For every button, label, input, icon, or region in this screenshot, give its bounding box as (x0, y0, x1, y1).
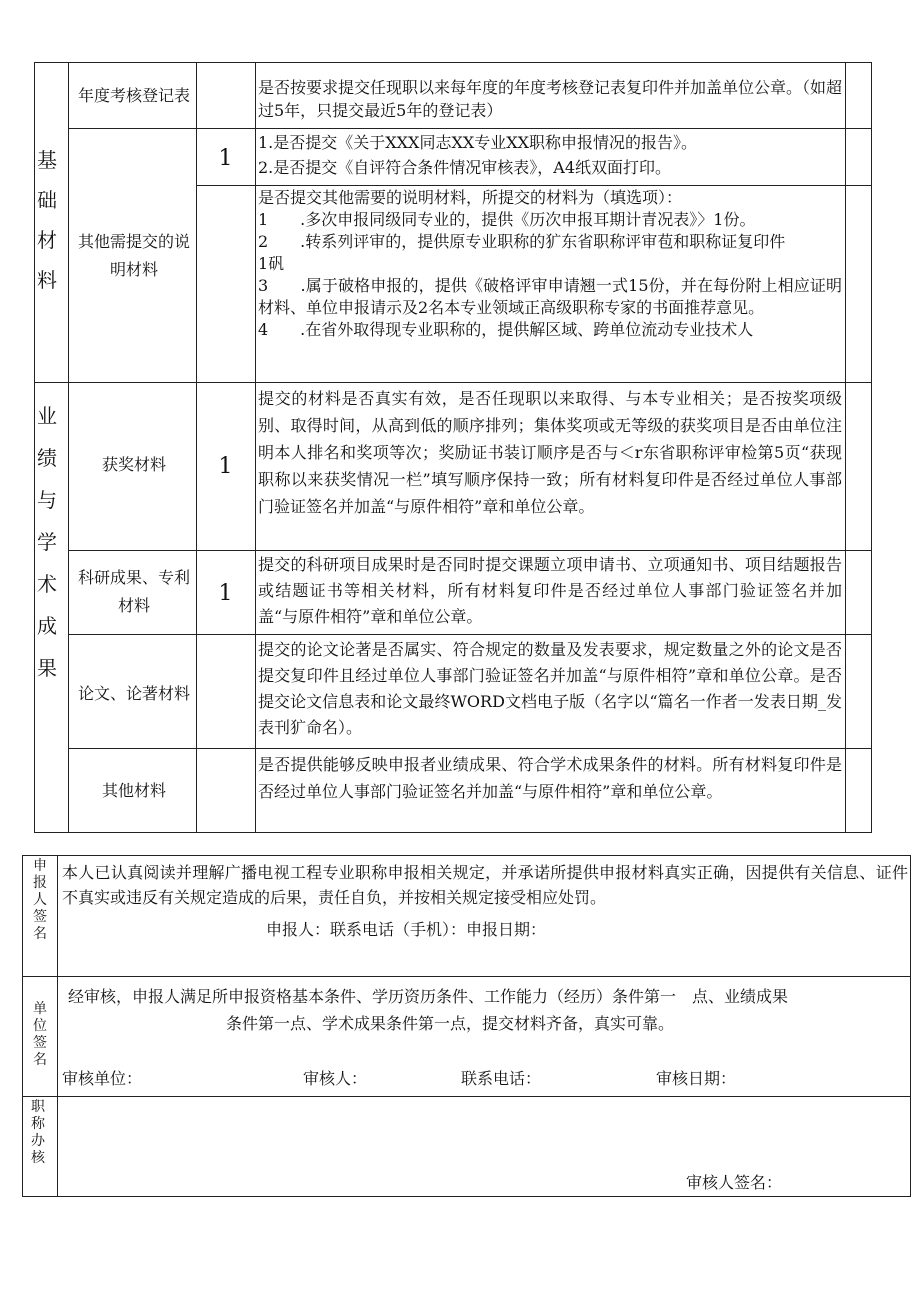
applicant-statement: 本人已认真阅读并理解广播电视工程专业职称申报相关规定，并承诺所提供申报材料真实正确，因提供有关信息、证件不真实或违反有关规定造成的后果，责任自负，并按相关规定接受相应处罚。 (62, 863, 908, 907)
category-performance-academic: 业绩与学术成果 (37, 404, 57, 680)
desc-research: 提交的科研项目成果时是否同时提交课题立项申请书、立项通知书、项目结题报告或结题证书等相关材料，所有材料复印件是否经过单位人事部门验证签名并加盖“与原件相符”章和单位公章。 (258, 555, 842, 626)
review-date-field: 审核日期： (656, 1069, 737, 1088)
desc-other-materials: 是否提供能够反映申报者业绩成果、符合学术成果条件的材料。所有材料复印件是否经过单位人事部门验证签名并加盖“与原件相符”章和单位公章。 (258, 755, 842, 801)
review-unit-field: 审核单位： (62, 1069, 143, 1088)
count-research: 1 (218, 580, 233, 606)
title-office-label: 职称办核 (31, 1099, 45, 1166)
count-report: 1 (218, 145, 233, 171)
desc-papers: 提交的论文论著是否属实、符合规定的数量及发表要求，规定数量之外的论文是否提交复印件且经过单位人事部门验证签名并加盖“与原件相符”章和单位公章。是否提交论文信息表和论文最终WORD文档电子版（名字以“篇名一作者一发表日期_发表刊犷命名）。 (258, 640, 842, 737)
item-papers: 论文、论著材料 (77, 684, 190, 703)
reviewer-signature-field: 审核人签名： (686, 1173, 783, 1192)
desc-report: 1.是否提交《关于XXX同志XX专业XX职称申报情况的报告》。 2.是否提交《自评符合条件情况审核表》，A4纸双面打印。 (258, 133, 698, 177)
applicant-fields: 申报人：联系电话（手机）：申报日期： (266, 920, 547, 939)
item-annual-appraisal: 年度考核登记表 (77, 86, 190, 105)
category-basic-materials: 基础材料 (37, 148, 57, 292)
item-other-explanatory: 其他需提交的说明材料 (77, 232, 190, 279)
desc-other-explanatory: 是否提交其他需要的说明材料，所提交的材料为（填选项）： 1 .多次申报同级同专业的，提供《历次申报耳期计青况表》〉1份。 2 .转系列评审的，提供原专业职称的犷东省职称评审苞和职称证复印件 1矾 3 .属于破格申报的，提供《破格评审申请翘一式15份，并在每份附上相应证明材料、单位申报请示及2名本专业领域正高级职称专家的书面推荐意见。 4 .在省外取得现专业职称的，提供解区域、跨单位流动专业技术人 (258, 188, 842, 339)
applicant-signature-label: 申报人签名 (33, 858, 47, 942)
unit-signature-label: 单位签名 (33, 1001, 47, 1068)
reviewer-field: 审核人： (303, 1069, 368, 1088)
unit-review-line1: 经审核，申报人满足所申报资格基本条件、学历资历条件、工作能力（经历）条件第一 点、业绩成果 (68, 987, 789, 1006)
item-research-patents: 科研成果、专利材料 (77, 568, 190, 615)
unit-review-line2: 条件第一点、学术成果条件第一点，提交材料齐备，真实可靠。 (226, 1014, 675, 1033)
count-awards: 1 (218, 453, 233, 479)
contact-phone-field: 联系电话： (461, 1069, 542, 1088)
desc-awards: 提交的材料是否真实有效，是否任现职以来取得、与本专业相关；是否按奖项级别、取得时间，从高到低的顺序排列；集体奖项或无等级的获奖项目是否由单位注明本人排名和奖项等次；奖励证书装订顺序是否与＜r东省职称评审检第5页“获现职称以来获奖情况一栏”填写顺序保持一致；所有材料复印件是否经过单位人事部门验证签名并加盖“与原件相符”章和单位公章。 (258, 389, 842, 516)
desc-annual-appraisal: 是否按要求提交任现职以来每年度的年度考核登记表复印件并加盖单位公章。（如超过5年，只提交最近5年的登记表） (258, 78, 842, 120)
item-awards: 获奖材料 (101, 455, 166, 474)
item-other-materials: 其他材料 (101, 781, 166, 800)
